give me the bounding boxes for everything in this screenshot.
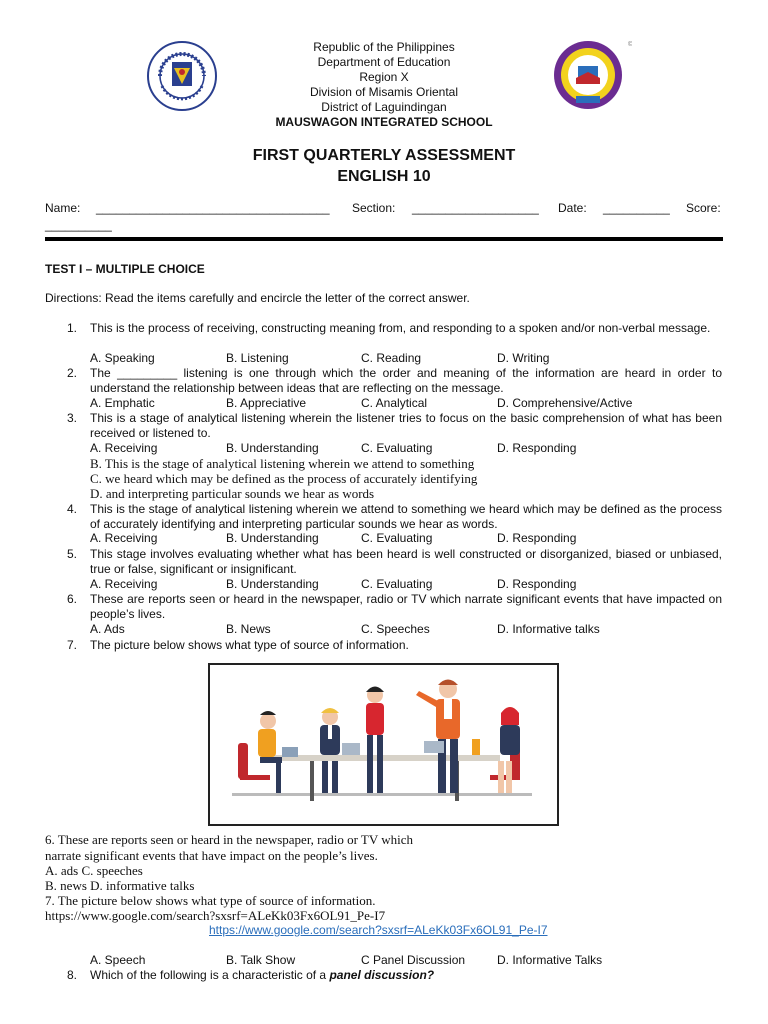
question-number: 5. — [67, 547, 78, 561]
question-number: 4. — [67, 502, 78, 516]
header-line: Department of Education — [317, 55, 451, 69]
question-number: 3. — [67, 411, 78, 425]
score-label: Score: — [686, 201, 721, 215]
question-number: 1. — [67, 321, 78, 335]
score-field[interactable]: __________ — [45, 218, 112, 232]
option-c[interactable]: C. Evaluating — [361, 441, 433, 455]
option-a[interactable]: A. Ads — [90, 622, 125, 636]
option-a[interactable]: A. Receiving — [90, 441, 158, 455]
name-label: Name: — [45, 201, 81, 215]
question-text — [90, 968, 434, 983]
header-line: Region X — [359, 70, 409, 84]
question-text: The _________ listening is one through which the order and meaning of the information are heard in order to understand the relationship between ideas that are reflecting on the message. — [90, 366, 722, 395]
header-line: Division of Misamis Oriental — [309, 85, 459, 99]
option-a[interactable]: A. Receiving — [90, 577, 158, 591]
option-d[interactable]: D. Responding — [497, 577, 577, 591]
question-text: These are reports seen or heard in the newspaper, radio or TV which narrate significant events that have impacted on people’s lives. — [90, 592, 722, 621]
option-c[interactable]: C. Reading — [361, 351, 422, 365]
question-text: This is a stage of analytical listening wherein the listener tries to focus on the basic comprehension of what has been received or listened to. — [90, 411, 722, 440]
question-number: 7. — [67, 638, 78, 652]
question-text: This is the stage of analytical listening wherein we attend to something we heard which may be defined as the process of accurately identifying and interpreting particular sounds we hear as words. — [90, 502, 722, 531]
overlay-text-line: 6. These are reports seen or heard in the newspaper, radio or TV which — [45, 832, 414, 847]
option-b[interactable]: B. Understanding — [226, 441, 319, 455]
option-a[interactable]: A. Speech — [90, 953, 146, 967]
option-c[interactable]: C. Speeches — [361, 622, 430, 636]
option-d[interactable]: D. Responding — [497, 531, 577, 545]
option-b[interactable]: B. Listening — [226, 351, 289, 365]
question-text: This is the process of receiving, constructing meaning from, and responding to a spoken and/or non-verbal message. — [90, 321, 711, 335]
option-d[interactable]: D. Writing — [497, 351, 550, 365]
panel-discussion-image — [208, 663, 559, 826]
page-title: FIRST QUARTERLY ASSESSMENT — [252, 147, 516, 164]
option-a[interactable]: A. Receiving — [90, 531, 158, 545]
date-label: Date: — [558, 201, 587, 215]
school-name: MAUSWAGON INTEGRATED SCHOOL — [275, 115, 493, 129]
header-line: District of Laguindingan — [321, 100, 447, 114]
section-label: Section: — [352, 201, 396, 215]
option-d[interactable]: D. Informative Talks — [497, 953, 603, 967]
overlay-text-line: B. news D. informative talks — [45, 878, 195, 893]
option-c[interactable]: C. Evaluating — [361, 531, 433, 545]
directions: Directions: Read the items carefully and encircle the letter of the correct answer. — [45, 291, 470, 305]
option-b[interactable]: B. News — [226, 622, 271, 636]
source-link[interactable]: https://www.google.com/search?sxsrf=ALeKk03Fx6OL91_Pe-I7 — [209, 923, 548, 937]
option-d[interactable]: D. Comprehensive/Active — [497, 396, 633, 410]
question-number: 2. — [67, 366, 78, 380]
overlay-text-line: C. we heard which may be defined as the process of accurately identifying — [90, 471, 478, 486]
question-text-emphasis: panel discussion? — [329, 968, 435, 982]
option-b[interactable]: B. Understanding — [226, 577, 319, 591]
question-text-main: Which of the following is a characteristic of a — [90, 968, 330, 982]
option-c[interactable]: C. Analytical — [361, 396, 428, 410]
question-text: This stage involves evaluating whether what has been heard is well constructed or disorganized, biased or unbiased, true or false, significant or insignificant. — [90, 547, 722, 576]
header-line: Republic of the Philippines — [313, 40, 455, 54]
test-title: TEST I – MULTIPLE CHOICE — [45, 262, 205, 276]
option-c[interactable]: C. Evaluating — [361, 577, 433, 591]
section-field[interactable]: ___________________ — [412, 201, 539, 215]
meeting-illustration-icon — [210, 665, 557, 824]
question-number: 6. — [67, 592, 78, 606]
page-subtitle: ENGLISH 10 — [337, 168, 431, 185]
header-block — [0, 40, 768, 130]
name-field[interactable]: ___________________________________ — [96, 201, 330, 215]
overlay-text-line: B. This is the stage of analytical listening wherein we attend to something — [90, 456, 475, 471]
overlay-text-line: https://www.google.com/search?sxsrf=ALeKk03Fx6OL91_Pe-I7 — [45, 908, 386, 923]
option-a[interactable]: A. Emphatic — [90, 396, 155, 410]
option-b[interactable]: B. Understanding — [226, 531, 319, 545]
header-divider — [45, 237, 723, 241]
option-a[interactable]: A. Speaking — [90, 351, 155, 365]
question-number: 8. — [67, 968, 78, 982]
overlay-text-line: 7. The picture below shows what type of source of information. — [45, 893, 376, 908]
overlay-text-line: A. ads C. speeches — [45, 863, 143, 878]
overlay-text-line: narrate significant events that have impact on the people’s lives. — [45, 848, 378, 863]
date-field[interactable]: __________ — [603, 201, 670, 215]
overlay-text-line: D. and interpreting particular sounds we hear as words — [90, 486, 375, 501]
option-b[interactable]: B. Talk Show — [226, 953, 296, 967]
option-b[interactable]: B. Appreciative — [226, 396, 307, 410]
option-d[interactable]: D. Responding — [497, 441, 577, 455]
option-d[interactable]: D. Informative talks — [497, 622, 600, 636]
option-c[interactable]: C Panel Discussion — [361, 953, 466, 967]
svg-text:©: © — [628, 42, 632, 48]
question-text: The picture below shows what type of source of information. — [90, 638, 409, 652]
